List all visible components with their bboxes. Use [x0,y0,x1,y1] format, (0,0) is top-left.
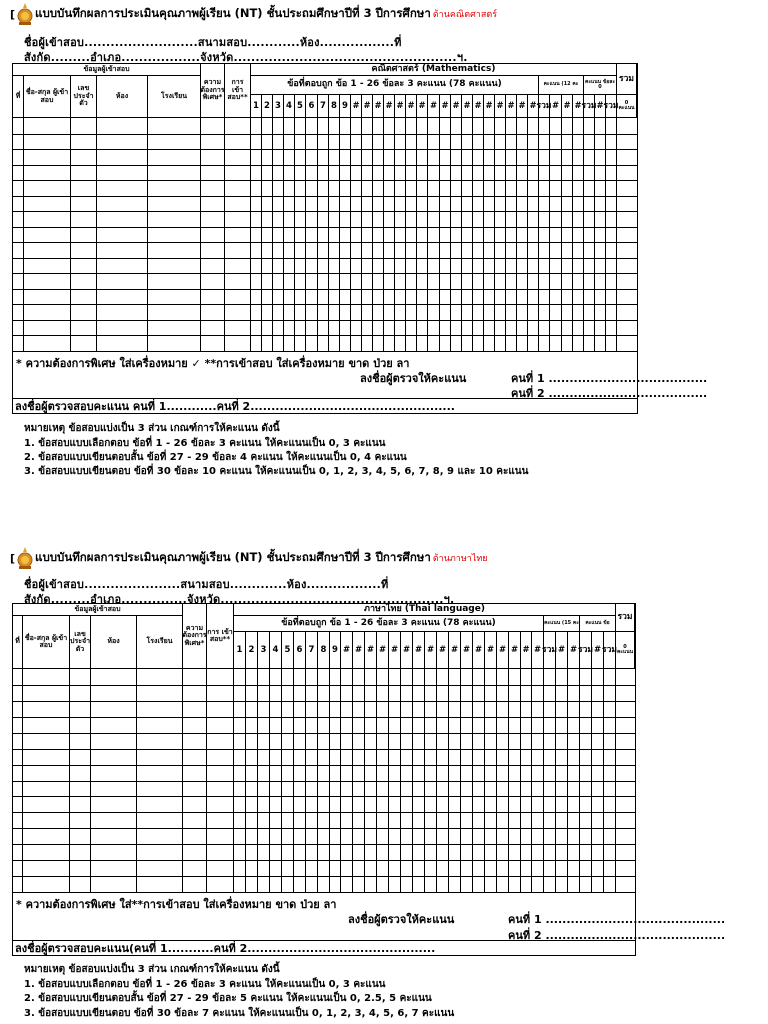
item-number: # [417,95,428,118]
item-number: # [437,632,449,669]
item-number: # [451,95,462,118]
table-column-divider [23,118,24,351]
note-2: 2. ข้อสอบแบบเขียนตอบสั้น ข้อที่ 27 - 29 ข้อละ 4 คะแนน ให้คะแนนเป็น 0, 4 คะแนน [24,452,407,463]
table-column-divider [427,118,428,351]
table-row-divider [13,242,637,243]
note-1: 1. ข้อสอบแบบเลือกตอบ ข้อที่ 1 - 26 ข้อละ 3 คะแนน ให้คะแนนเป็น 0, 3 คะแนน [24,979,386,990]
table-row-divider [13,733,635,734]
table-column-divider [583,118,584,351]
item-number: 4 [284,95,295,118]
item-number: 3 [258,632,270,669]
item-number: # [413,632,425,669]
table-column-divider [549,118,550,351]
table-column-divider [339,118,340,351]
school-emblem-icon [15,546,35,570]
note-2: 2. ข้อสอบแบบเขียนตอบสั้น ข้อที่ 27 - 29 ข้อละ 5 คะแนน ให้คะแนนเป็น 0, 2.5, 5 คะแนน [24,993,432,1004]
signer-1-field[interactable]: คนที่ 1 ...................................... [511,372,708,385]
table-column-divider [283,118,284,351]
col-header-4: โรงเรียน [137,616,183,669]
table-column-divider [412,669,413,892]
footnote: * ความต้องการพิเศษ ใส่**การเข้าสอบ ใส่เครื่องหมาย ขาด ป่วย ลา [16,898,337,911]
table-column-divider [591,669,592,892]
item-number: # [365,632,377,669]
table-row-divider [13,180,637,181]
subject-tag: ด้านคณิตศาสตร์ [432,10,498,20]
item-number: # [377,632,389,669]
info-line-2: สังกัด.........อำเภอ..................จังหวัด...................................................ฯ. [24,51,468,64]
table-column-divider [594,118,595,351]
table-row-divider [13,812,635,813]
item-number: # [497,632,509,669]
table-column-divider [352,669,353,892]
table-column-divider [394,118,395,351]
item-number: # [461,632,473,669]
table-column-divider [555,669,556,892]
table-column-divider [269,669,270,892]
item-number: 6 [294,632,306,669]
signer-caption: ลงชื่อผู้ตรวจให้คะแนน [360,372,467,385]
table-column-divider [328,118,329,351]
table-column-divider [543,669,544,892]
part1-header: ข้อที่ตอบถูก ข้อ 1 - 26 ข้อละ 3 คะแนน (78 คะแนน) [234,616,544,632]
table-column-divider [561,118,562,351]
table-row-divider [13,273,637,274]
table-row-divider [13,304,637,305]
table-column-divider [364,669,365,892]
item-number: รวม [580,632,592,669]
table-row-divider [13,227,637,228]
table-column-divider [261,118,262,351]
table-row-divider [13,258,637,259]
table-column-divider [329,669,330,892]
item-number: # [595,95,606,118]
table-row-divider [13,165,637,166]
item-number: 2 [246,632,258,669]
footer-box [12,892,726,942]
checker-line[interactable]: ลงชื่อผู้ตรวจสอบคะแนน คนที่ 1............คนที่ 2................................................. [12,398,638,414]
info-line-1: ชื่อผู้เข้าสอบ......................สนามสอบ.............ห้อง.................ที่ [24,578,389,591]
table-column-divider [305,669,306,892]
table-row-divider [13,335,637,336]
table-column-divider [603,669,604,892]
item-number: # [384,95,395,118]
table-column-divider [90,669,91,892]
item-number: # [395,95,406,118]
table-column-divider [483,118,484,351]
item-number: # [568,632,580,669]
page-title: แบบบันทึกผลการประเมินคุณภาพผู้เรียน (NT) ชั้นประถมศึกษาปีที่ 3 ปีการศึกษา [35,6,431,20]
item-number: # [351,95,362,118]
table-row-divider [13,149,637,150]
item-number: # [428,95,440,118]
subject-tag: ด้านภาษาไทย [432,554,488,564]
subject-header: ภาษาไทย (Thai language) [234,604,616,616]
table-column-divider [448,669,449,892]
item-number: # [425,632,437,669]
signer-2-field[interactable]: คนที่ 2 ...................................... [511,387,708,400]
item-number: # [473,95,484,118]
table-row-divider [13,211,637,212]
col-header-1: ชื่อ-สกุล ผู้เข้าสอบ [23,616,70,669]
table-column-divider [350,118,351,351]
item-number: รวม [539,95,550,118]
col-header-2: เลขประจำตัว [71,76,97,118]
item-number: # [406,95,417,118]
table-column-divider [294,118,295,351]
group-header: ข้อมูลผู้เข้าสอบ [13,604,183,616]
table-column-divider [439,118,440,351]
total-subheader: 0 คะแนน [616,632,635,669]
footer-box [12,351,708,400]
info-line-2: สังกัด.........อำเภอ...............จังหวัด...................................................ฯ. [24,593,455,606]
table-column-divider [281,669,282,892]
note-3: 3. ข้อสอบแบบเขียนตอบ ข้อที่ 30 ข้อละ 10 คะแนน ให้คะแนนเป็น 0, 1, 2, 3, 4, 5, 6, 7, 8, 9 และ 10 คะแนน [24,466,529,477]
table-column-divider [436,669,437,892]
total-header: รวม [616,604,635,632]
table-column-divider [484,669,485,892]
signer-caption: ลงชื่อผู้ตรวจให้คะแนน [348,913,455,926]
item-number: # [362,95,373,118]
signer-2-field[interactable]: คนที่ 2 ........................................... [508,929,726,942]
table-column-divider [272,118,273,351]
table-column-divider [567,669,568,892]
item-number: 1 [234,632,246,669]
item-number: # [449,632,461,669]
table-column-divider [70,118,71,351]
table-column-divider [508,669,509,892]
item-number: รวม [544,632,556,669]
table-column-divider [472,669,473,892]
table-column-divider [136,669,137,892]
item-number: # [485,632,497,669]
signer-1-field[interactable]: คนที่ 1 ........................................... [508,913,726,926]
table-column-divider [383,118,384,351]
item-number: # [532,632,544,669]
table-row-divider [13,320,637,321]
table-column-divider [340,669,341,892]
item-number: 2 [262,95,273,118]
item-number: # [440,95,451,118]
group-header: ข้อมูลผู้เข้าสอบ [13,64,201,76]
item-number: รวม [606,95,617,118]
table-row-divider [13,860,635,861]
table-column-divider [460,669,461,892]
col-header-6: การ เข้า สอบ** [207,604,234,669]
item-number: # [517,95,528,118]
table-column-divider [245,669,246,892]
table-column-divider [361,118,362,351]
item-number: # [550,95,562,118]
item-number: 5 [295,95,306,118]
table-column-divider [250,118,251,351]
table-column-divider [416,118,417,351]
table-row-divider [13,781,635,782]
item-number: 8 [329,95,340,118]
table-column-divider [96,118,97,351]
col-header-6: การ เข้า สอบ** [225,64,251,118]
item-number: 7 [306,632,318,669]
table-column-divider [376,669,377,892]
table-column-divider [616,118,617,351]
table-row-divider [13,796,635,797]
table-column-divider [317,118,318,351]
table-column-divider [494,118,495,351]
item-number: # [373,95,384,118]
table-row-divider [13,876,635,877]
table-row-divider [13,289,637,290]
table-column-divider [69,669,70,892]
item-number: # [556,632,568,669]
table-column-divider [531,669,532,892]
footnote: * ความต้องการพิเศษ ใส่เครื่องหมาย ✓ **การเข้าสอบ ใส่เครื่องหมาย ขาด ป่วย ลา [16,357,410,370]
table-column-divider [257,669,258,892]
item-number: # [562,95,573,118]
item-number: 8 [318,632,330,669]
col-header-5: ความ ต้องการ พิเศษ* [183,604,207,669]
col-header-0: ที่ [13,76,24,118]
table-row-divider [13,844,635,845]
item-number: 3 [273,95,284,118]
table-column-divider [305,118,306,351]
item-number: # [401,632,413,669]
item-number: 4 [270,632,282,669]
item-number: 7 [318,95,329,118]
table-column-divider [505,118,506,351]
item-number: # [506,95,517,118]
table-column-divider [615,669,616,892]
table-column-divider [516,118,517,351]
table-column-divider [400,669,401,892]
table-column-divider [572,118,573,351]
total-subheader: 0 คะแนน [617,95,637,118]
item-number: # [509,632,521,669]
item-number: # [495,95,506,118]
school-emblem-icon [15,2,35,26]
table-row-divider [13,701,635,702]
table-row-divider [13,196,637,197]
item-number: # [353,632,365,669]
table-column-divider [405,118,406,351]
checker-line[interactable]: ลงชื่อผู้ตรวจสอบคะแนน(คนที่ 1...........คนที่ 2............................................. [12,940,636,956]
table-column-divider [579,669,580,892]
score-table [12,63,638,352]
table-column-divider [317,669,318,892]
table-row-divider [13,828,635,829]
part2-header: คะแนน (12 คะ [539,76,584,95]
item-number: # [484,95,495,118]
item-number: 5 [282,632,294,669]
col-header-3: ห้อง [97,76,148,118]
item-number: # [528,95,539,118]
table-column-divider [388,669,389,892]
col-header-1: ชื่อ-สกุล ผู้เข้าสอบ [24,76,71,118]
item-number: # [592,632,604,669]
item-number: # [473,632,485,669]
part2-header: คะแนน (15 คะ [544,616,580,632]
score-table [12,603,636,893]
table-row-divider [13,765,635,766]
col-header-2: เลขประจำตัว [70,616,91,669]
total-header: รวม [617,64,637,95]
table-column-divider [424,669,425,892]
table-column-divider [520,669,521,892]
sheet-title-row: [ แบบบันทึกผลการประเมินคุณภาพผู้เรียน (NT) ชั้นประถมศึกษาปีที่ 3 ปีการศึกษา ด้านภาษาไทย [10,547,488,569]
item-number: 1 [251,95,262,118]
part1-header: ข้อที่ตอบถูก ข้อ 1 - 26 ข้อละ 3 คะแนน (78 คะแนน) [251,76,539,95]
item-number: # [389,632,401,669]
table-column-divider [224,118,225,351]
item-number: # [573,95,584,118]
col-header-3: ห้อง [91,616,137,669]
table-column-divider [200,118,201,351]
item-number: รวม [604,632,616,669]
table-row-divider [13,717,635,718]
note-3: 3. ข้อสอบแบบเขียนตอบ ข้อที่ 30 ข้อละ 7 คะแนน ให้คะแนนเป็น 0, 1, 2, 3, 4, 5, 6, 7 คะแนน [24,1008,455,1019]
table-column-divider [605,118,606,351]
part3-header: คะแนน ข้อ [580,616,616,632]
item-number: 9 [340,95,351,118]
part3-header: คะแนน ข้อละ 0 [584,76,617,95]
table-column-divider [372,118,373,351]
table-row-divider [13,134,637,135]
table-column-divider [22,669,23,892]
item-number: 9 [330,632,341,669]
col-header-0: ที่ [13,616,23,669]
item-number: # [341,632,353,669]
col-header-4: โรงเรียน [148,76,201,118]
table-column-divider [293,669,294,892]
sheet-title-row: [ แบบบันทึกผลการประเมินคุณภาพผู้เรียน (NT) ชั้นประถมศึกษาปีที่ 3 ปีการศึกษา ด้านคณิตศาสตร์ [10,3,497,25]
note-1: 1. ข้อสอบแบบเลือกตอบ ข้อที่ 1 - 26 ข้อละ 3 คะแนน ให้คะแนนเป็น 0, 3 คะแนน [24,438,386,449]
subject-header: คณิตศาสตร์ (Mathematics) [251,64,617,76]
item-number: # [462,95,473,118]
item-number: # [521,632,532,669]
table-column-divider [527,118,528,351]
page-title: แบบบันทึกผลการประเมินคุณภาพผู้เรียน (NT) ชั้นประถมศึกษาปีที่ 3 ปีการศึกษา [35,550,431,564]
info-line-1: ชื่อผู้เข้าสอบ..........................สนามสอบ............ห้อง.................ที่ [24,36,402,49]
col-header-5: ความ ต้องการ พิเศษ* [201,64,225,118]
table-column-divider [450,118,451,351]
table-column-divider [147,118,148,351]
table-column-divider [472,118,473,351]
item-number: 6 [306,95,318,118]
table-column-divider [496,669,497,892]
table-column-divider [182,669,183,892]
table-column-divider [538,118,539,351]
table-column-divider [233,669,234,892]
table-column-divider [206,669,207,892]
notes-heading: หมายเหตุ ข้อสอบแบ่งเป็น 3 ส่วน เกณฑ์การให้คะแนน ดังนี้ [24,423,280,434]
table-column-divider [461,118,462,351]
table-row-divider [13,749,635,750]
item-number: รวม [584,95,595,118]
table-row-divider [13,685,635,686]
notes-heading: หมายเหตุ ข้อสอบแบ่งเป็น 3 ส่วน เกณฑ์การให้คะแนน ดังนี้ [24,964,280,975]
